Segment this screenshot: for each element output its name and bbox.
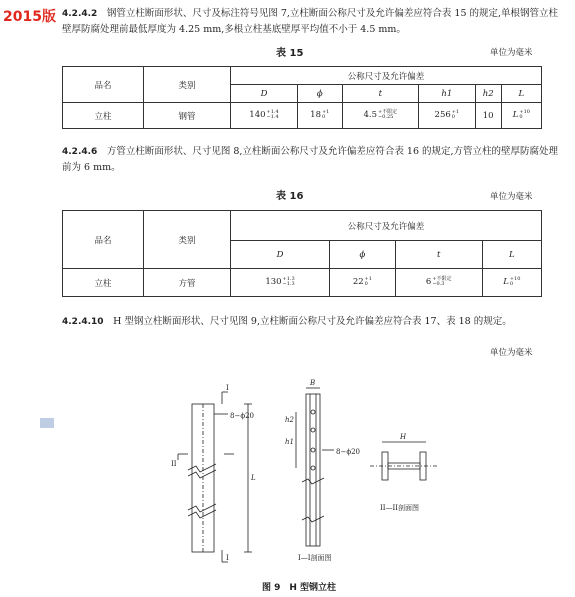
header-name: 品名 (63, 211, 144, 269)
header-type: 类别 (144, 211, 231, 269)
hole-4 (311, 466, 315, 470)
cell-type: 方管 (144, 269, 231, 297)
edition-year-label: 2015版 (3, 9, 56, 25)
table15-caption: 表 15 (276, 48, 304, 59)
header-type: 类别 (144, 67, 231, 103)
label-II-left: II (171, 460, 177, 468)
cell-D: 130 +1.3 −1.3 (231, 269, 330, 297)
clause-number: 4.2.4.2 (62, 9, 98, 19)
side-break-1 (302, 478, 324, 484)
label-section-II: II—II剖面图 (380, 504, 420, 512)
header-name: 品名 (63, 67, 144, 103)
label-I-bottom: I (226, 554, 229, 562)
side-break-2 (302, 516, 324, 522)
cell-L: L +10 0 (501, 103, 541, 129)
label-8phi20-side: 8−ϕ20 (336, 448, 360, 456)
label-8phi20-front: 8−ϕ20 (230, 412, 254, 420)
cell-t: 6 +不限定 −0.3 (395, 269, 482, 297)
clause-text: 钢管立柱断面形状、尺寸及标注符号见图 7,立柱断面公称尺寸及允许偏差应符合表 15 的规定,单根钢管立柱壁厚防腐处理前最低厚度为 4.25 mm,多根立柱基底壁厚平均值不小于 4.5 mm。 (62, 8, 559, 35)
clause-text: 方管立柱断面形状、尺寸见图 8,立柱断面公称尺寸及允许偏差应符合表 16 的规定,方管立柱的壁厚防腐处理前为 6 mm。 (62, 146, 559, 173)
cell-phi: 18 +1 0 (298, 103, 343, 129)
paragraph-4-2-4-6 (62, 144, 560, 176)
paragraph-4-2-4-2 (62, 6, 560, 38)
label-B: B (310, 379, 316, 387)
cell-name: 立柱 (63, 103, 144, 129)
clause-number: 4.2.4.10 (62, 317, 104, 327)
clause-number: 4.2.4.6 (62, 147, 98, 157)
col-D: D (231, 85, 298, 103)
hole-2 (311, 428, 315, 432)
figure-caption: 图 9 H 型钢立柱 (262, 583, 337, 593)
cell-h1: 256 +1 0 (419, 103, 475, 129)
label-H: H (400, 433, 407, 441)
label-L: L (251, 474, 256, 482)
cell-name: 立柱 (63, 269, 144, 297)
hole-3 (311, 448, 315, 452)
col-phi: ϕ (298, 85, 343, 103)
col-D: D (231, 241, 330, 269)
col-h2: h2 (475, 85, 501, 103)
table-16 (62, 210, 542, 297)
header-group: 公称尺寸及允许偏差 (231, 67, 542, 85)
col-t: t (342, 85, 419, 103)
label-h1: h1 (285, 438, 294, 446)
cell-type: 钢管 (144, 103, 231, 129)
cell-D: 140 +1.4 −1.4 (231, 103, 298, 129)
cell-t: 4.5 +不限定 −0.25 (342, 103, 419, 129)
col-h1: h1 (419, 85, 475, 103)
label-section-I: I—I剖面图 (298, 554, 332, 562)
col-phi: ϕ (330, 241, 396, 269)
label-I-top: I (226, 384, 229, 392)
table-15 (62, 66, 542, 129)
clause-text: H 型钢立柱断面形状、尺寸见图 9,立柱断面公称尺寸及允许偏差应符合表 17、表 18 的规定。 (113, 316, 512, 327)
label-h2: h2 (285, 416, 294, 424)
figure-9-drawing (0, 370, 575, 597)
cell-phi: 22 +1 0 (330, 269, 396, 297)
paragraph-4-2-4-10 (62, 314, 560, 330)
header-group: 公称尺寸及允许偏差 (231, 211, 542, 241)
figure-unit: 单位为毫米 (490, 348, 533, 358)
col-t: t (395, 241, 482, 269)
col-L: L (482, 241, 541, 269)
cell-L: L +10 0 (482, 269, 541, 297)
hole-1 (311, 410, 315, 414)
table15-unit: 单位为毫米 (490, 48, 533, 58)
table16-unit: 单位为毫米 (490, 192, 533, 202)
table16-caption: 表 16 (276, 191, 304, 202)
cell-h2: 10 (475, 103, 501, 129)
col-L: L (501, 85, 541, 103)
